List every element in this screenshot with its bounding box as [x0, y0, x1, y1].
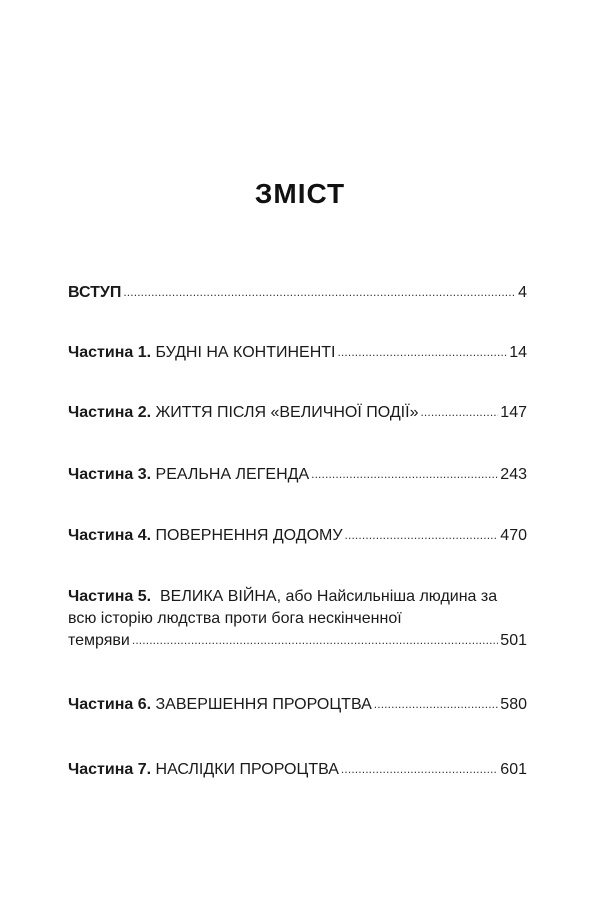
toc-entry-part-4 [68, 525, 527, 547]
toc-part-prefix: Частина 2. [68, 404, 152, 421]
dot-leader [341, 758, 498, 780]
toc-part-title: НАСЛІДКИ ПРОРОЦТВА [155, 761, 339, 778]
toc-part-title-line-2: всю історію людства проти бога нескінченної [68, 610, 402, 627]
toc-page-number: 470 [500, 527, 527, 544]
toc-entry-part-1 [68, 342, 527, 364]
toc-part-title: ЖИТТЯ ПІСЛЯ «ВЕЛИЧНОЇ ПОДІЇ» [155, 404, 419, 421]
toc-page-number: 4 [518, 284, 527, 301]
toc-part-title: БУДНІ НА КОНТИНЕНТІ [155, 344, 336, 361]
dot-leader [374, 693, 499, 715]
dot-leader [420, 401, 498, 423]
toc-page-number: 501 [500, 632, 527, 649]
toc-part-prefix: Частина 6. [68, 696, 152, 713]
toc-entry-part-6 [68, 694, 527, 716]
toc-part-prefix: Частина 5. [68, 588, 152, 605]
toc-part-prefix: Частина 7. [68, 761, 152, 778]
page-title: ЗМІСТ [254, 178, 346, 209]
toc-entry-part-5 [68, 586, 527, 652]
dot-leader [337, 341, 507, 363]
toc-page-number: 601 [500, 761, 527, 778]
toc-entry-part-7 [68, 759, 527, 781]
toc-page-number: 580 [500, 696, 527, 713]
toc-entry-label: ВСТУП [68, 284, 122, 301]
toc-page-number: 147 [500, 404, 527, 421]
toc-part-prefix: Частина 4. [68, 527, 152, 544]
toc-page-number: 14 [509, 344, 527, 361]
toc-part-title-line-1: ВЕЛИКА ВІЙНА, або Найсильніша людина за [159, 588, 498, 605]
toc-entry-part-2 [68, 402, 527, 424]
toc-page-number: 243 [500, 466, 527, 483]
toc-entry-intro [68, 282, 527, 304]
toc-part-title-line-3: темряви [68, 632, 130, 649]
dot-leader [345, 524, 499, 546]
toc-part-prefix: Частина 1. [68, 344, 152, 361]
toc-part-prefix: Частина 3. [68, 466, 152, 483]
toc-part-title: ПОВЕРНЕННЯ ДОДОМУ [155, 527, 343, 544]
dot-leader [132, 629, 498, 651]
dot-leader [123, 281, 516, 303]
toc-part-title: РЕАЛЬНА ЛЕГЕНДА [155, 466, 310, 483]
toc-part-title: ЗАВЕРШЕННЯ ПРОРОЦТВА [155, 696, 372, 713]
toc-entry-part-3 [68, 464, 527, 486]
dot-leader [311, 463, 498, 485]
